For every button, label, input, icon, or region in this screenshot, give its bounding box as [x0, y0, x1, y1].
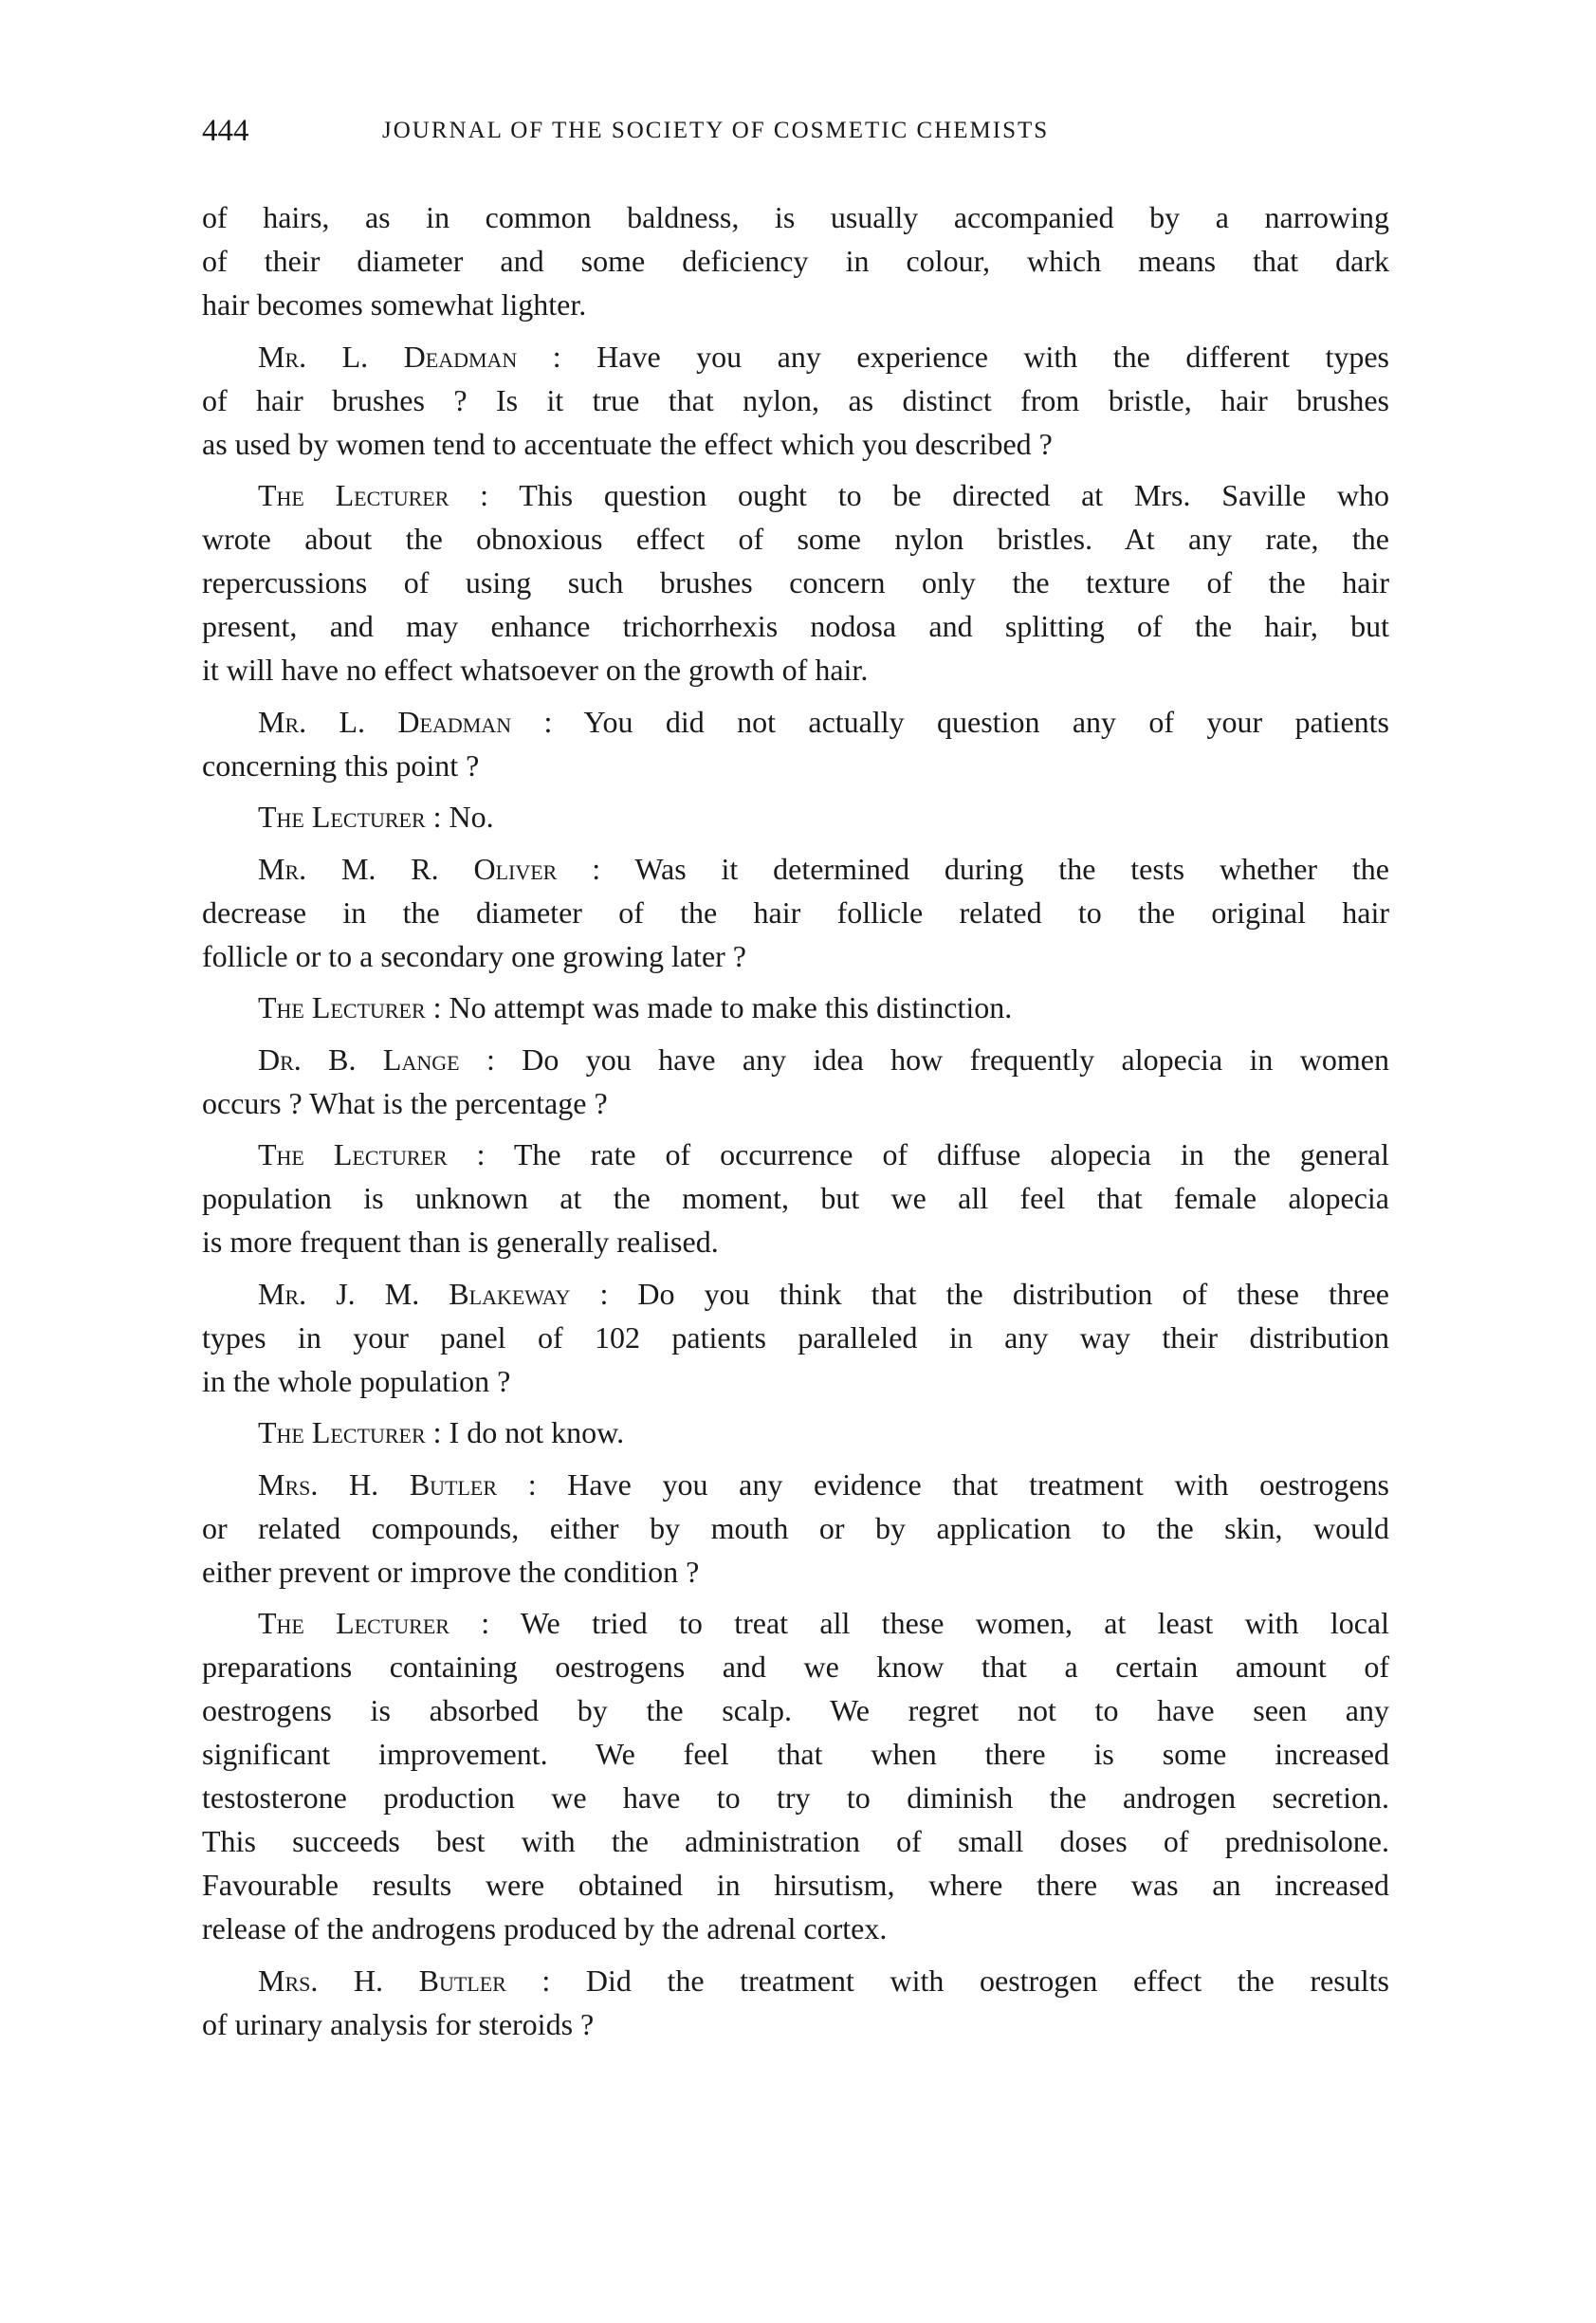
text-line — [202, 1550, 1389, 1594]
line-text: present, and may enhance trichorrhexis nodosa and splitting of the hair, but — [202, 609, 1389, 643]
text-line — [202, 1959, 1389, 2002]
line-text: follicle or to a secondary one growing later ? — [202, 938, 746, 973]
line-text: hair becomes somewhat lighter. — [202, 287, 587, 322]
paragraph — [202, 1463, 1389, 1594]
text-line — [202, 847, 1389, 891]
line-text: decrease in the diameter of the hair follicle related to the original hair — [202, 894, 1389, 930]
paragraph — [202, 1133, 1389, 1263]
line-text: significant improvement. We feel that when there is some increased — [202, 1737, 1389, 1771]
line-text: it will have no effect whatsoever on the growth of hair. — [202, 653, 869, 687]
speaker-name: Mr. L. Deadman — [258, 704, 512, 739]
line-text: of their diameter and some deficiency in colour, which means that dark — [202, 244, 1389, 278]
line-text: of hairs, as in common baldness, is usually accompanied by a narrowing — [202, 200, 1389, 234]
text-line — [202, 1410, 1389, 1454]
line-text: : This question ought to be directed at Mrs. Saville who — [449, 478, 1389, 512]
speaker-name: The Lecturer — [258, 478, 449, 512]
text-line — [202, 891, 1389, 934]
speaker-name: Mr. L. Deadman — [258, 339, 518, 374]
page-number: 444 — [202, 114, 249, 148]
text-line — [202, 1272, 1389, 1316]
text-line — [202, 1133, 1389, 1176]
text-line — [202, 1359, 1389, 1403]
line-text: : Have you any experience with the different types — [517, 339, 1389, 374]
line-text: : Do you have any idea how frequently alopecia in women — [459, 1042, 1390, 1077]
text-line — [202, 517, 1389, 561]
text-line — [202, 378, 1389, 422]
line-text: repercussions of using such brushes concern only the texture of the hair — [202, 565, 1389, 599]
text-line — [202, 1819, 1389, 1863]
line-text: : You did not actually question any of your patients — [511, 704, 1389, 739]
text-line — [202, 1176, 1389, 1220]
line-text: preparations containing oestrogens and we know that a certain amount of — [202, 1650, 1389, 1684]
paragraph — [202, 335, 1389, 466]
text-line — [202, 1863, 1389, 1907]
line-text: either prevent or improve the condition ? — [202, 1554, 700, 1589]
text-line — [202, 795, 1389, 839]
line-text: : We tried to treat all these women, at least with local — [449, 1606, 1389, 1640]
paragraph — [202, 847, 1389, 978]
speaker-name: The Lecturer — [258, 1137, 448, 1171]
line-text: occurs ? What is the percentage ? — [202, 1085, 608, 1120]
text-line — [202, 1688, 1389, 1732]
line-text: : Do you think that the distribution of these three — [570, 1276, 1389, 1311]
line-text: : The rate of occurrence of diffuse alopecia in the general — [447, 1137, 1389, 1171]
line-text: types in your panel of 102 patients paralleled in any way their distribution — [202, 1319, 1389, 1355]
text-line — [202, 1316, 1389, 1359]
text-line — [202, 2002, 1389, 2046]
speaker-name: Mr. J. M. Blakeway — [258, 1276, 571, 1311]
line-text: Favourable results were obtained in hirsutism, where there was an increased — [202, 1868, 1389, 1902]
line-text: wrote about the obnoxious effect of some nylon bristles. At any rate, the — [202, 522, 1389, 556]
line-text: is more frequent than is generally realised. — [202, 1225, 719, 1259]
text-line — [202, 283, 1389, 326]
text-line — [202, 1220, 1389, 1263]
speaker-name: Mrs. H. Butler — [258, 1466, 498, 1502]
text-line — [202, 422, 1389, 466]
running-header — [202, 112, 1389, 150]
line-text: as used by women tend to accentuate the effect which you described ? — [202, 426, 1053, 461]
paragraph — [202, 473, 1389, 691]
paragraph — [202, 700, 1389, 787]
text-line — [202, 1907, 1389, 1950]
text-line — [202, 1645, 1389, 1688]
paragraph — [202, 1601, 1389, 1950]
line-text: in the whole population ? — [202, 1363, 511, 1398]
line-text: population is unknown at the moment, but we all feel that female alopecia — [202, 1181, 1389, 1215]
paragraph — [202, 795, 1389, 839]
text-line — [202, 1776, 1389, 1819]
discussion-body — [202, 195, 1389, 2054]
text-line — [202, 1732, 1389, 1776]
speaker-name: Mrs. H. Butler — [258, 1963, 506, 1998]
line-text: of urinary analysis for steroids ? — [202, 2006, 595, 2041]
line-text: testosterone production we have to try to diminish the androgen secretion. — [202, 1780, 1389, 1815]
text-line — [202, 239, 1389, 283]
line-text: : No. — [425, 800, 494, 834]
text-line — [202, 473, 1389, 517]
text-line — [202, 934, 1389, 978]
line-text: oestrogens is absorbed by the scalp. We regret not to have seen any — [202, 1693, 1389, 1727]
text-line — [202, 700, 1389, 744]
paragraph — [202, 1959, 1389, 2046]
line-text: or related compounds, either by mouth or by application to the skin, would — [202, 1510, 1389, 1545]
paragraph — [202, 986, 1389, 1029]
speaker-name: The Lecturer — [258, 1415, 426, 1449]
text-line — [202, 195, 1389, 239]
line-text: : Was it determined during the tests whether the — [557, 851, 1389, 886]
text-line — [202, 744, 1389, 787]
speaker-name: Mr. M. R. Oliver — [258, 851, 558, 886]
speaker-name: The Lecturer — [258, 1606, 449, 1640]
line-text: : I do not know. — [425, 1415, 625, 1449]
line-text: This succeeds best with the administration of small doses of prednisolone. — [202, 1824, 1389, 1858]
line-text: : Have you any evidence that treatment with oestrogens — [497, 1466, 1389, 1502]
text-line — [202, 1506, 1389, 1550]
line-text: : Did the treatment with oestrogen effect the results — [505, 1963, 1389, 1998]
line-text: release of the androgens produced by the adrenal cortex. — [202, 1911, 888, 1945]
running-title: JOURNAL OF THE SOCIETY OF COSMETIC CHEMISTS — [382, 118, 1050, 143]
text-line — [202, 1038, 1389, 1081]
text-line — [202, 648, 1389, 691]
text-line — [202, 1463, 1389, 1506]
paragraph — [202, 1410, 1389, 1454]
line-text: concerning this point ? — [202, 747, 480, 783]
speaker-name: The Lecturer — [258, 990, 426, 1024]
text-line — [202, 561, 1389, 604]
line-text: : No attempt was made to make this distinction. — [425, 990, 1013, 1024]
paragraph — [202, 195, 1389, 326]
paragraph — [202, 1038, 1389, 1125]
text-line — [202, 335, 1389, 378]
text-line — [202, 986, 1389, 1029]
speaker-name: The Lecturer — [258, 800, 426, 834]
speaker-name: Dr. B. Lange — [258, 1042, 460, 1077]
text-line — [202, 1081, 1389, 1125]
line-text: of hair brushes ? Is it true that nylon, as distinct from bristle, hair brushes — [202, 382, 1389, 417]
text-line — [202, 604, 1389, 648]
paragraph — [202, 1272, 1389, 1403]
text-line — [202, 1601, 1389, 1645]
